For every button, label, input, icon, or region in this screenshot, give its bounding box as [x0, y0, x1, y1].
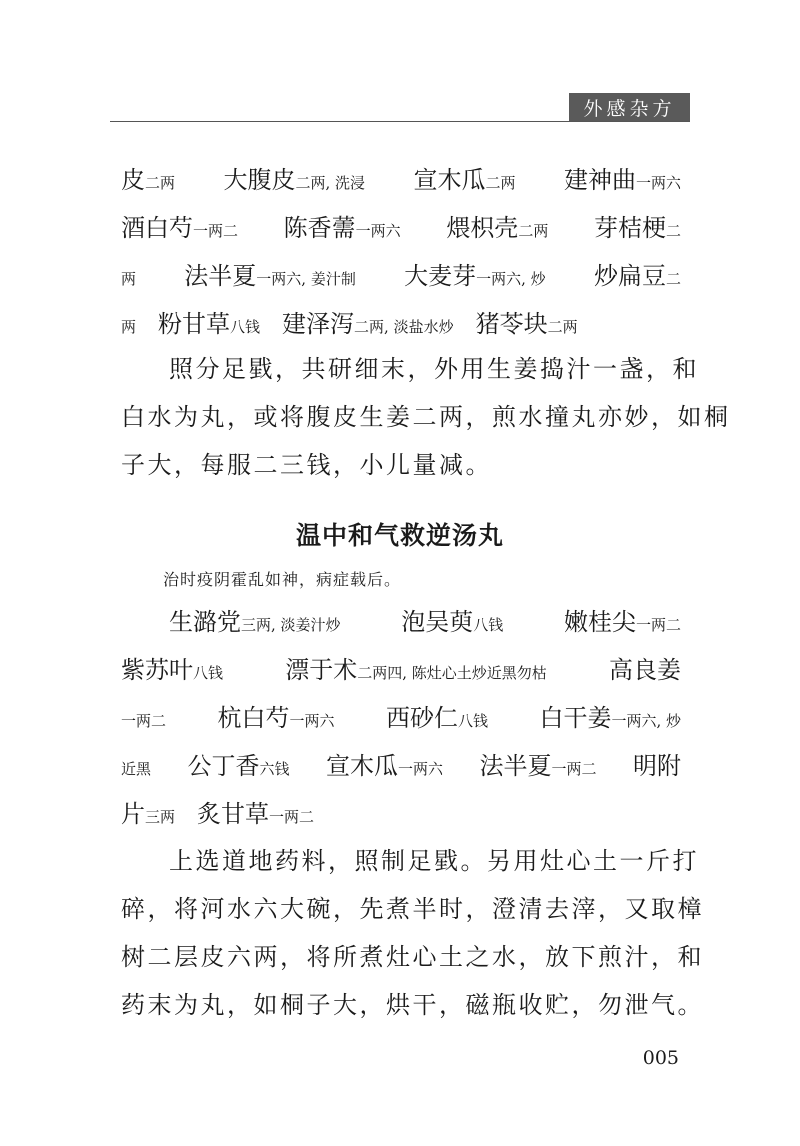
ingredient-line [121, 658, 681, 682]
ingredient: 建泽泻二两, 淡盐水炒 [282, 310, 454, 338]
ingredient: 一两二 [121, 712, 167, 730]
ingredient: 西砂仁八钱 [385, 704, 488, 732]
ingredient: 大腹皮二两, 洗浸 [223, 166, 366, 194]
ingredient: 法半夏一两六, 姜汁制 [184, 262, 356, 290]
ingredient-line [121, 754, 681, 778]
page-number: 005 [642, 1047, 679, 1069]
ingredient: 炙甘草一两二 [197, 800, 315, 828]
section-title-tab: 外感杂方 [569, 93, 690, 122]
ingredient: 酒白芍一两二 [121, 214, 239, 242]
formula-title: 温中和气救逆汤丸 [295, 521, 504, 550]
method-line: 子大，每服二三钱，小儿量减。 [121, 451, 492, 479]
indication-note: 治时疫阴霍乱如神，病症载后。 [163, 570, 402, 589]
ingredient: 粉甘草八钱 [158, 310, 261, 338]
method-line: 照分足戥，共研细末，外用生姜捣汁一盏，和 [169, 355, 699, 383]
ingredient: 两 [121, 270, 137, 288]
ingredient: 杭白芍一两六 [217, 704, 335, 732]
ingredient: 嫩桂尖一两二 [563, 608, 681, 636]
ingredient: 猪苓块二两 [475, 310, 578, 338]
ingredient: 建神曲一两六 [563, 166, 681, 194]
ingredient: 白干姜一两六, 炒 [539, 704, 681, 732]
ingredient-line [121, 706, 681, 730]
ingredient: 生潞党三两, 淡姜汁炒 [169, 608, 341, 636]
ingredient: 紫苏叶八钱 [121, 656, 224, 684]
ingredient-line [121, 216, 681, 240]
ingredient: 皮二两 [121, 166, 176, 194]
method-line: 药末为丸，如桐子大，烘干，磁瓶收贮，勿泄气。 [121, 991, 704, 1019]
ingredient: 大麦芽一两六, 炒 [404, 262, 546, 290]
method-line: 上选道地药料，照制足戥。另用灶心土一斤打 [169, 847, 699, 875]
ingredient: 两 [121, 318, 137, 336]
ingredient-line [121, 168, 681, 192]
method-line: 白水为丸，或将腹皮生姜二两，煎水撞丸亦妙，如桐 [121, 403, 731, 431]
ingredient-line [121, 264, 681, 288]
ingredient: 陈香薷一两六 [283, 214, 401, 242]
ingredient: 芽桔梗二 [593, 214, 681, 242]
ingredient: 明附 [633, 752, 681, 780]
ingredient: 高良姜 [609, 656, 681, 684]
ingredient: 煨枳壳二两 [446, 214, 549, 242]
ingredient: 近黑 [121, 760, 152, 778]
ingredient: 法半夏一两二 [479, 752, 597, 780]
ingredient-line [121, 802, 681, 826]
ingredient: 泡吴萸八钱 [401, 608, 504, 636]
ingredient-line [121, 312, 681, 336]
ingredient: 公丁香六钱 [187, 752, 290, 780]
method-line: 树二层皮六两，将所煮灶心土之水，放下煎汁，和 [121, 943, 704, 971]
ingredient: 炒扁豆二 [593, 262, 681, 290]
ingredient: 宣木瓜一两六 [326, 752, 444, 780]
header-rule [110, 121, 690, 122]
ingredient-line [121, 610, 681, 634]
ingredient: 宣木瓜二两 [413, 166, 516, 194]
ingredient: 漂于术二两四, 陈灶心土炒近黑勿枯 [285, 656, 547, 684]
method-line: 碎，将河水六大碗，先煮半时，澄清去滓，又取樟 [121, 895, 704, 923]
ingredient: 片三两 [121, 800, 176, 828]
